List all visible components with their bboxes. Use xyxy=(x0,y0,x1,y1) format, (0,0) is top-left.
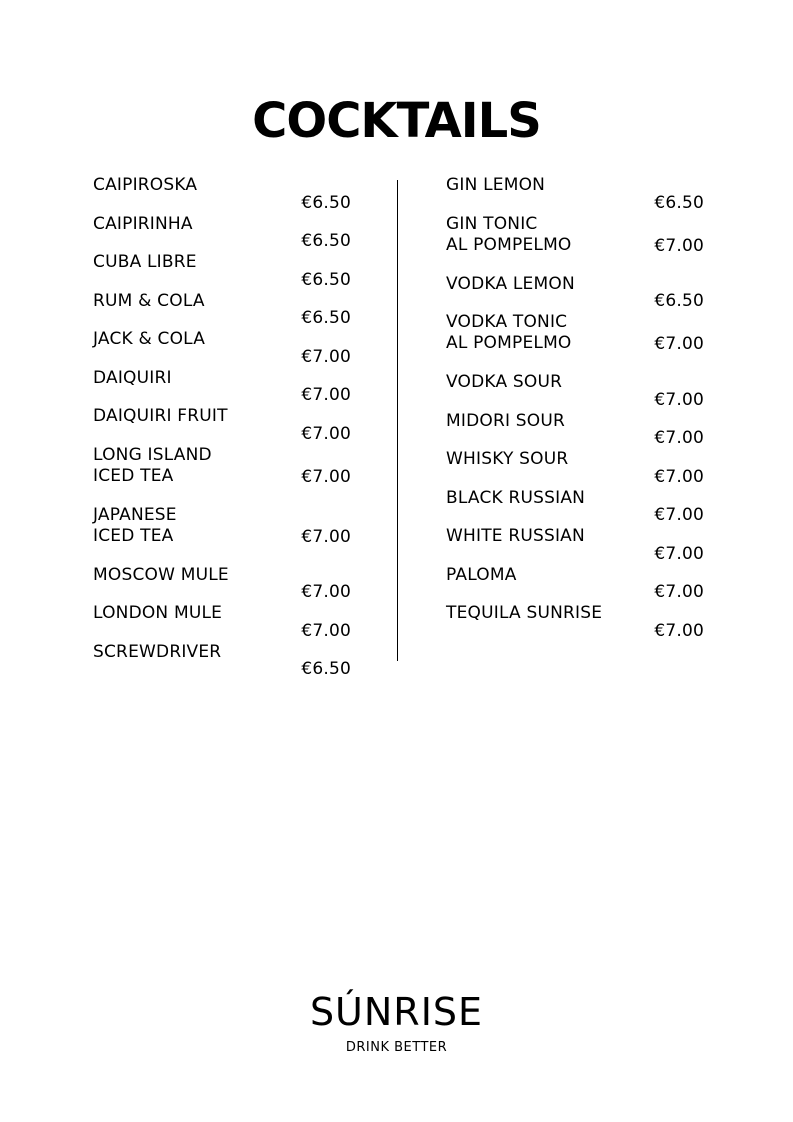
menu-item-price: €7.00 xyxy=(301,423,351,444)
menu-item-name: TEQUILA SUNRISE xyxy=(446,603,603,623)
menu-item xyxy=(93,175,351,214)
menu-title: COCKTAILS xyxy=(252,93,541,149)
menu-item-name: VODKA SOUR xyxy=(446,372,563,392)
menu-item xyxy=(446,274,704,313)
menu-item-name: LONDON MULE xyxy=(93,603,223,623)
menu-item-name: VODKA TONIC AL POMPELMO xyxy=(446,312,572,353)
menu-item-name: JACK & COLA xyxy=(93,329,206,349)
menu-item-name: GIN TONIC AL POMPELMO xyxy=(446,213,572,255)
menu-item-price: €7.00 xyxy=(301,466,351,487)
menu-item xyxy=(93,329,351,368)
menu-item xyxy=(446,175,704,214)
menu-item xyxy=(446,526,704,565)
menu-item-name: GIN LEMON xyxy=(446,175,546,195)
menu-item-price: €7.00 xyxy=(301,620,351,641)
menu-item-price: €6.50 xyxy=(301,659,351,679)
menu-item-price: €7.00 xyxy=(654,428,704,448)
menu-item xyxy=(446,603,704,642)
menu-item-price: €7.00 xyxy=(654,389,704,410)
menu-item xyxy=(93,445,351,505)
menu-item-price: €6.50 xyxy=(301,269,351,290)
menu-item-price: €7.00 xyxy=(654,235,704,256)
menu-item xyxy=(93,642,351,681)
menu-item xyxy=(446,372,704,411)
menu-item xyxy=(446,411,704,450)
menu-item xyxy=(93,603,351,642)
menu-column-left xyxy=(93,175,351,680)
menu-item-name: DAIQUIRI FRUIT xyxy=(93,406,228,426)
menu-item-price: €7.00 xyxy=(301,526,351,547)
menu-item-price: €6.50 xyxy=(654,291,704,311)
menu-item-name: RUM & COLA xyxy=(93,290,205,311)
menu-item-price: €6.50 xyxy=(654,192,704,213)
menu-item xyxy=(93,252,351,291)
menu-item-price: €7.00 xyxy=(654,582,704,602)
menu-column-right xyxy=(446,175,704,642)
brand-logo xyxy=(0,990,793,1056)
menu-item-price: €7.00 xyxy=(654,334,704,354)
menu-item-name: SCREWDRIVER xyxy=(93,641,222,662)
menu-item xyxy=(446,449,704,488)
menu-item xyxy=(93,565,351,604)
menu-item xyxy=(93,406,351,445)
brand-tagline: DRINK BETTER xyxy=(345,1040,448,1055)
menu-item-price: €7.00 xyxy=(301,582,351,602)
menu-item-name: DAIQUIRI xyxy=(93,367,172,388)
menu-item xyxy=(93,368,351,407)
menu-item-price: €7.00 xyxy=(654,466,704,487)
menu-item-price: €7.00 xyxy=(301,346,351,367)
menu-item-price: €7.00 xyxy=(654,620,704,641)
menu-item-name: LONG ISLAND ICED TEA xyxy=(93,444,212,486)
menu-item-name: BLACK RUSSIAN xyxy=(446,487,586,508)
menu-item-name: PALOMA xyxy=(446,564,517,585)
menu-item-price: €6.50 xyxy=(301,308,351,328)
menu-item xyxy=(446,488,704,527)
menu-item xyxy=(446,312,704,372)
menu-item-price: €6.50 xyxy=(301,231,351,251)
menu-item-price: €7.00 xyxy=(301,385,351,405)
menu-item-name: CAIPIRINHA xyxy=(93,213,193,234)
menu-item-name: MIDORI SOUR xyxy=(446,410,566,431)
menu-item-name: WHITE RUSSIAN xyxy=(446,526,585,546)
menu-item-name: WHISKY SOUR xyxy=(446,449,569,469)
menu-item xyxy=(93,214,351,253)
menu-item-name: CUBA LIBRE xyxy=(93,252,197,272)
menu-item xyxy=(93,291,351,330)
menu-item-price: €6.50 xyxy=(301,192,351,213)
menu-item-name: VODKA LEMON xyxy=(446,273,575,294)
column-divider xyxy=(397,180,398,661)
menu-item xyxy=(446,565,704,604)
menu-item-name: CAIPIROSKA xyxy=(93,175,198,195)
menu-item-name: MOSCOW MULE xyxy=(93,564,229,585)
menu-item xyxy=(93,505,351,565)
menu-item-name: JAPANESE ICED TEA xyxy=(93,504,177,546)
brand-logo-text: SÚNRISE xyxy=(309,990,484,1034)
menu-item xyxy=(446,214,704,274)
menu-item-price: €7.00 xyxy=(654,543,704,564)
menu-item-price: €7.00 xyxy=(654,505,704,525)
